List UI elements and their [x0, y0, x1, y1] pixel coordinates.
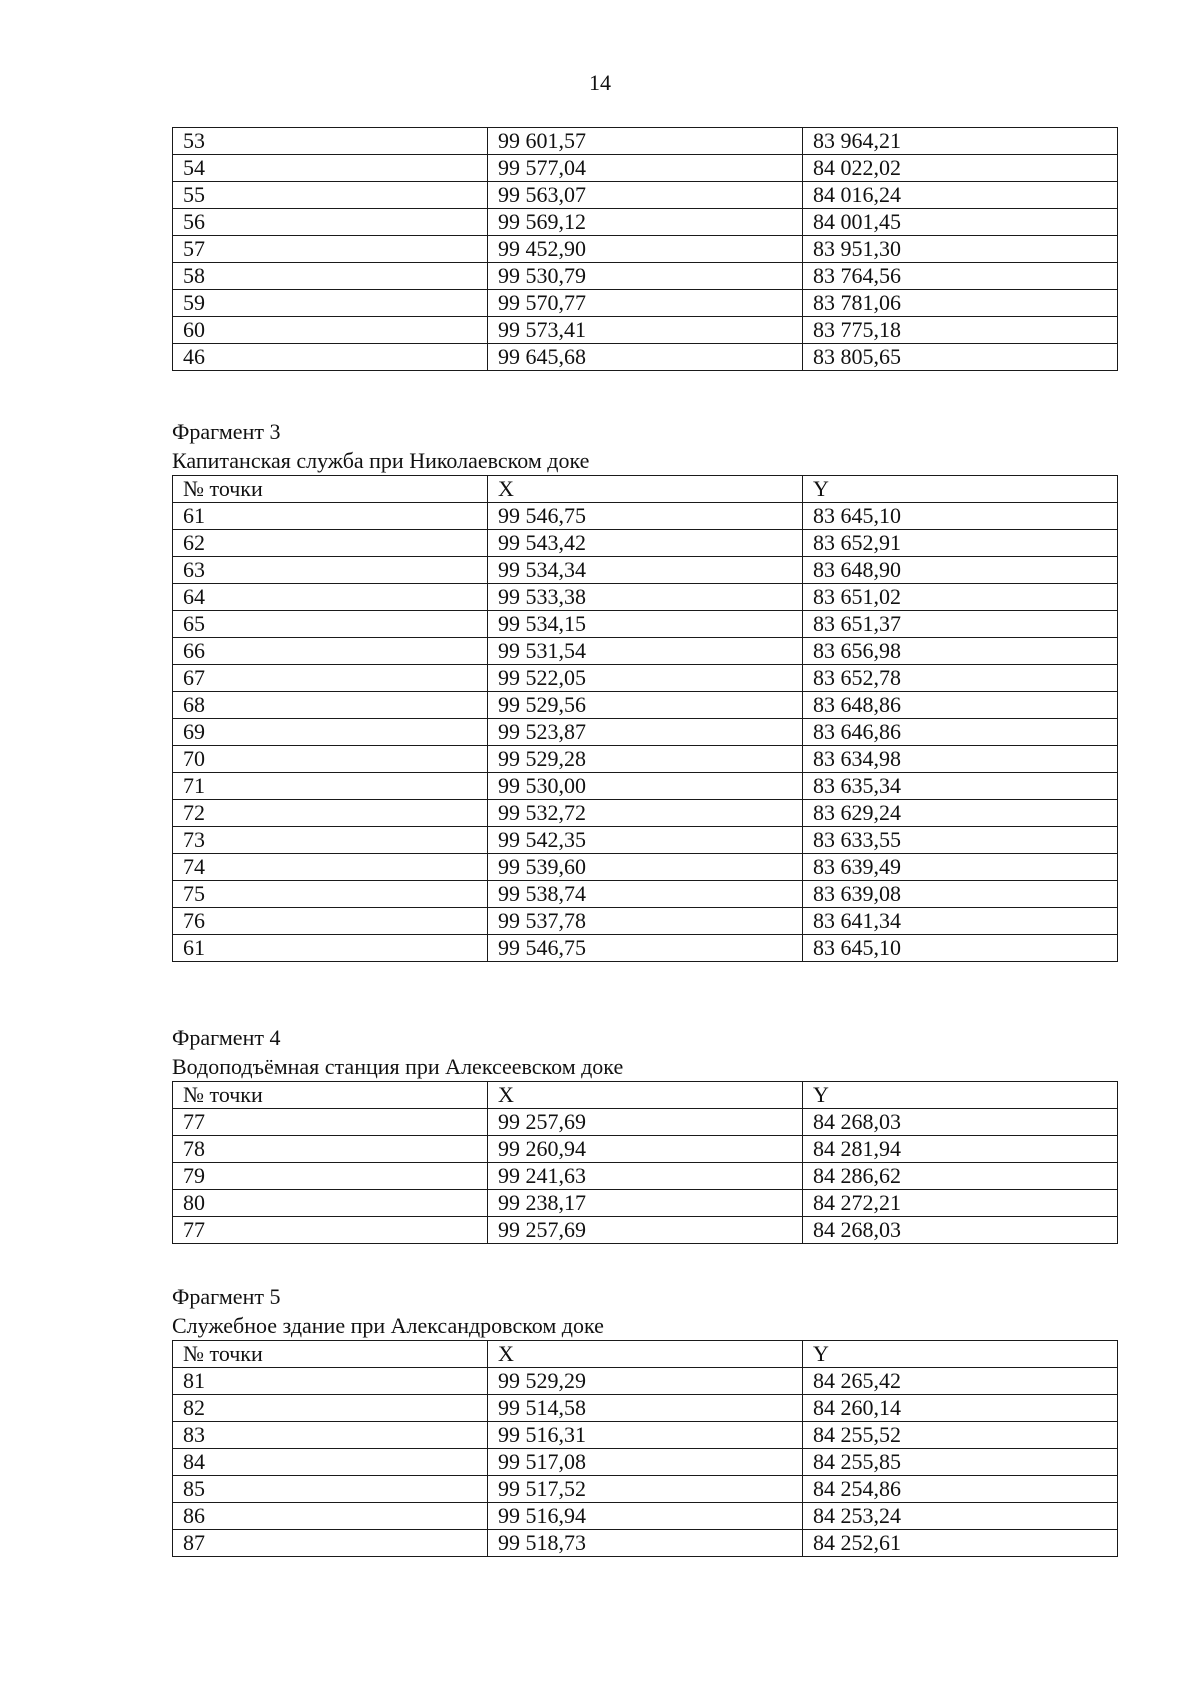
cell-x: 99 257,69	[488, 1109, 803, 1136]
coordinates-table-continuation	[172, 127, 1118, 371]
cell-x: 99 514,58	[488, 1395, 803, 1422]
cell-y: 83 634,98	[803, 746, 1118, 773]
cell-point-number: 77	[173, 1217, 488, 1244]
table-row	[173, 503, 1118, 530]
fragment-subtitle: Капитанская служба при Николаевском доке	[172, 448, 590, 473]
cell-y: 84 286,62	[803, 1163, 1118, 1190]
table-row	[173, 1136, 1118, 1163]
cell-x: 99 542,35	[488, 827, 803, 854]
fragment-subtitle: Служебное здание при Александровском доке	[172, 1313, 604, 1338]
cell-x: 99 601,57	[488, 128, 803, 155]
cell-y: 83 645,10	[803, 935, 1118, 962]
table-row	[173, 1530, 1118, 1557]
cell-point-number: 79	[173, 1163, 488, 1190]
cell-x: 99 546,75	[488, 935, 803, 962]
cell-y: 83 635,34	[803, 773, 1118, 800]
table-row	[173, 155, 1118, 182]
cell-y: 84 268,03	[803, 1109, 1118, 1136]
cell-x: 99 570,77	[488, 290, 803, 317]
table-body	[173, 1368, 1118, 1557]
cell-point-number: 61	[173, 935, 488, 962]
cell-point-number: 61	[173, 503, 488, 530]
cell-x: 99 546,75	[488, 503, 803, 530]
table-row	[173, 1163, 1118, 1190]
cell-x: 99 516,31	[488, 1422, 803, 1449]
column-header-x: X	[488, 1341, 803, 1368]
cell-point-number: 63	[173, 557, 488, 584]
cell-y: 84 255,85	[803, 1449, 1118, 1476]
cell-y: 84 268,03	[803, 1217, 1118, 1244]
table-row	[173, 908, 1118, 935]
cell-x: 99 534,15	[488, 611, 803, 638]
cell-point-number: 55	[173, 182, 488, 209]
cell-point-number: 85	[173, 1476, 488, 1503]
table-row	[173, 209, 1118, 236]
cell-point-number: 84	[173, 1449, 488, 1476]
cell-x: 99 531,54	[488, 638, 803, 665]
column-header-point: № точки	[173, 1082, 488, 1109]
cell-x: 99 532,72	[488, 800, 803, 827]
cell-y: 83 648,90	[803, 557, 1118, 584]
cell-y: 83 633,55	[803, 827, 1118, 854]
column-header-point: № точки	[173, 1341, 488, 1368]
fragment-title: Фрагмент 5	[172, 1284, 281, 1309]
cell-point-number: 72	[173, 800, 488, 827]
table-row	[173, 584, 1118, 611]
table-row	[173, 854, 1118, 881]
table-row	[173, 1503, 1118, 1530]
coordinates-table-fragment-3	[172, 475, 1118, 962]
table-row	[173, 236, 1118, 263]
table-row	[173, 719, 1118, 746]
table-row	[173, 290, 1118, 317]
table-row	[173, 1190, 1118, 1217]
cell-point-number: 75	[173, 881, 488, 908]
cell-point-number: 83	[173, 1422, 488, 1449]
fragment-3-section	[172, 417, 1117, 962]
cell-point-number: 54	[173, 155, 488, 182]
cell-y: 84 016,24	[803, 182, 1118, 209]
table-header-row	[173, 476, 1118, 503]
cell-x: 99 452,90	[488, 236, 803, 263]
cell-y: 83 645,10	[803, 503, 1118, 530]
cell-x: 99 577,04	[488, 155, 803, 182]
cell-point-number: 60	[173, 317, 488, 344]
cell-point-number: 65	[173, 611, 488, 638]
cell-y: 84 272,21	[803, 1190, 1118, 1217]
page-number: 14	[589, 70, 611, 95]
fragment-5-section	[172, 1282, 1117, 1557]
cell-y: 83 651,02	[803, 584, 1118, 611]
cell-x: 99 534,34	[488, 557, 803, 584]
coordinates-table-fragment-4	[172, 1081, 1118, 1244]
cell-point-number: 68	[173, 692, 488, 719]
table-header	[173, 476, 1118, 503]
column-header-point: № точки	[173, 476, 488, 503]
cell-y: 83 652,78	[803, 665, 1118, 692]
column-header-y: Y	[803, 1341, 1118, 1368]
cell-point-number: 70	[173, 746, 488, 773]
cell-y: 83 641,34	[803, 908, 1118, 935]
cell-x: 99 538,74	[488, 881, 803, 908]
table-body	[173, 1109, 1118, 1244]
table-header-row	[173, 1341, 1118, 1368]
table-row	[173, 530, 1118, 557]
table-row	[173, 1109, 1118, 1136]
cell-y: 83 764,56	[803, 263, 1118, 290]
table-row	[173, 746, 1118, 773]
table-row	[173, 827, 1118, 854]
cell-y: 83 646,86	[803, 719, 1118, 746]
cell-y: 83 652,91	[803, 530, 1118, 557]
table-row	[173, 1476, 1118, 1503]
table-row	[173, 773, 1118, 800]
table-row	[173, 638, 1118, 665]
cell-y: 84 260,14	[803, 1395, 1118, 1422]
cell-x: 99 529,56	[488, 692, 803, 719]
cell-x: 99 563,07	[488, 182, 803, 209]
table-row	[173, 1422, 1118, 1449]
cell-point-number: 64	[173, 584, 488, 611]
fragment-4-section	[172, 1023, 1117, 1244]
cell-x: 99 517,08	[488, 1449, 803, 1476]
cell-x: 99 537,78	[488, 908, 803, 935]
table-row	[173, 557, 1118, 584]
fragment-title: Фрагмент 3	[172, 419, 281, 444]
cell-point-number: 78	[173, 1136, 488, 1163]
table-row	[173, 317, 1118, 344]
cell-y: 83 648,86	[803, 692, 1118, 719]
cell-point-number: 77	[173, 1109, 488, 1136]
cell-y: 83 781,06	[803, 290, 1118, 317]
cell-point-number: 66	[173, 638, 488, 665]
table-row	[173, 128, 1118, 155]
cell-point-number: 80	[173, 1190, 488, 1217]
table-row	[173, 182, 1118, 209]
cell-y: 83 651,37	[803, 611, 1118, 638]
table-header-row	[173, 1082, 1118, 1109]
cell-point-number: 53	[173, 128, 488, 155]
cell-x: 99 241,63	[488, 1163, 803, 1190]
cell-y: 84 265,42	[803, 1368, 1118, 1395]
cell-point-number: 67	[173, 665, 488, 692]
table-body	[173, 503, 1118, 962]
cell-y: 84 281,94	[803, 1136, 1118, 1163]
cell-y: 84 253,24	[803, 1503, 1118, 1530]
cell-y: 84 001,45	[803, 209, 1118, 236]
cell-y: 84 254,86	[803, 1476, 1118, 1503]
cell-point-number: 87	[173, 1530, 488, 1557]
cell-point-number: 59	[173, 290, 488, 317]
cell-x: 99 530,00	[488, 773, 803, 800]
cell-point-number: 46	[173, 344, 488, 371]
cell-point-number: 86	[173, 1503, 488, 1530]
cell-point-number: 81	[173, 1368, 488, 1395]
cell-point-number: 56	[173, 209, 488, 236]
cell-x: 99 238,17	[488, 1190, 803, 1217]
cell-point-number: 58	[173, 263, 488, 290]
table-row	[173, 881, 1118, 908]
cell-x: 99 260,94	[488, 1136, 803, 1163]
table-row	[173, 344, 1118, 371]
table-row	[173, 1217, 1118, 1244]
column-header-x: X	[488, 1082, 803, 1109]
cell-x: 99 543,42	[488, 530, 803, 557]
table-row	[173, 800, 1118, 827]
cell-x: 99 257,69	[488, 1217, 803, 1244]
table-body	[173, 128, 1118, 371]
cell-y: 84 252,61	[803, 1530, 1118, 1557]
cell-y: 83 805,65	[803, 344, 1118, 371]
table-row	[173, 1368, 1118, 1395]
cell-y: 83 951,30	[803, 236, 1118, 263]
cell-y: 83 656,98	[803, 638, 1118, 665]
cell-y: 83 639,49	[803, 854, 1118, 881]
table-header	[173, 1082, 1118, 1109]
cell-x: 99 522,05	[488, 665, 803, 692]
cell-point-number: 62	[173, 530, 488, 557]
cell-x: 99 516,94	[488, 1503, 803, 1530]
cell-x: 99 517,52	[488, 1476, 803, 1503]
table-row	[173, 263, 1118, 290]
column-header-y: Y	[803, 1082, 1118, 1109]
continuation-section	[172, 127, 1117, 371]
table-row	[173, 1395, 1118, 1422]
column-header-y: Y	[803, 476, 1118, 503]
cell-x: 99 573,41	[488, 317, 803, 344]
table-header	[173, 1341, 1118, 1368]
cell-y: 83 629,24	[803, 800, 1118, 827]
cell-y: 84 022,02	[803, 155, 1118, 182]
cell-x: 99 523,87	[488, 719, 803, 746]
cell-point-number: 82	[173, 1395, 488, 1422]
coordinates-table-fragment-5	[172, 1340, 1118, 1557]
cell-x: 99 539,60	[488, 854, 803, 881]
cell-x: 99 518,73	[488, 1530, 803, 1557]
table-row	[173, 1449, 1118, 1476]
cell-point-number: 74	[173, 854, 488, 881]
cell-x: 99 533,38	[488, 584, 803, 611]
cell-x: 99 569,12	[488, 209, 803, 236]
fragment-subtitle: Водоподъёмная станция при Алексеевском доке	[172, 1054, 624, 1079]
cell-y: 83 775,18	[803, 317, 1118, 344]
cell-point-number: 71	[173, 773, 488, 800]
cell-x: 99 529,28	[488, 746, 803, 773]
cell-y: 83 639,08	[803, 881, 1118, 908]
column-header-x: X	[488, 476, 803, 503]
cell-x: 99 529,29	[488, 1368, 803, 1395]
table-row	[173, 935, 1118, 962]
cell-y: 84 255,52	[803, 1422, 1118, 1449]
cell-x: 99 530,79	[488, 263, 803, 290]
table-row	[173, 611, 1118, 638]
cell-point-number: 73	[173, 827, 488, 854]
cell-x: 99 645,68	[488, 344, 803, 371]
table-row	[173, 665, 1118, 692]
fragment-title: Фрагмент 4	[172, 1025, 281, 1050]
cell-y: 83 964,21	[803, 128, 1118, 155]
cell-point-number: 69	[173, 719, 488, 746]
cell-point-number: 76	[173, 908, 488, 935]
cell-point-number: 57	[173, 236, 488, 263]
table-row	[173, 692, 1118, 719]
